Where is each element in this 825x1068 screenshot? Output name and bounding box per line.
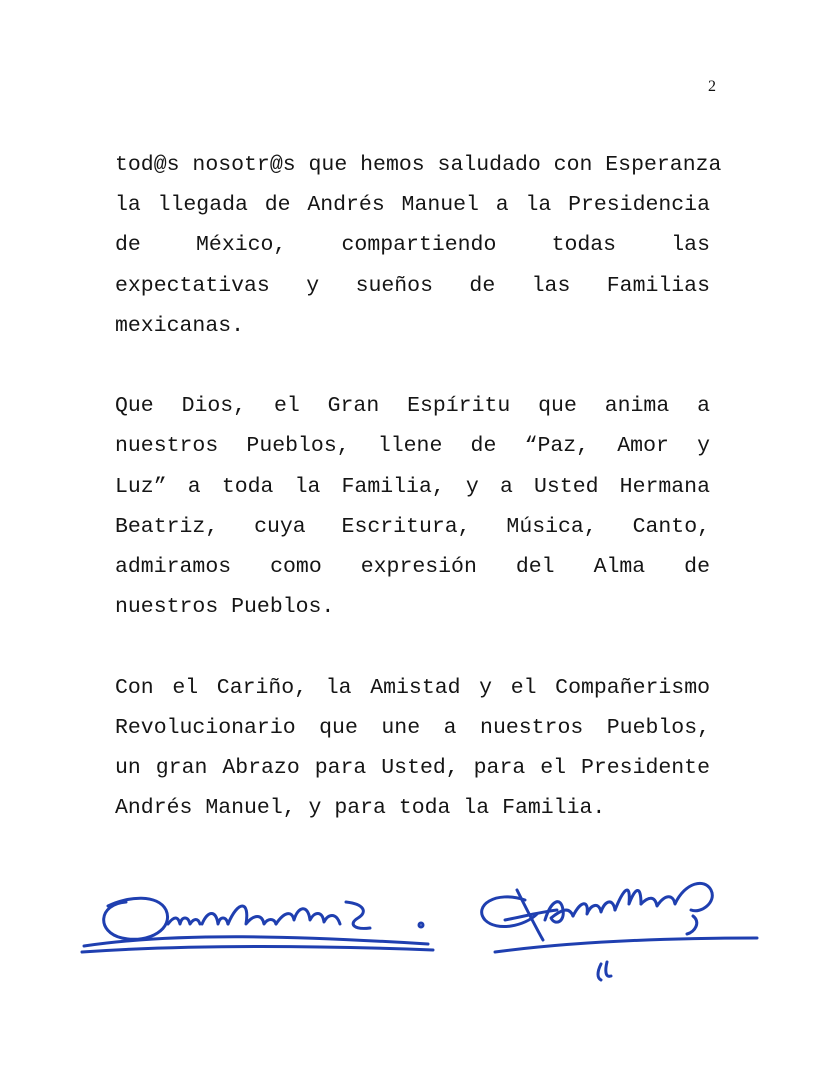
- text-line: nuestros Pueblos.: [115, 595, 335, 620]
- text-line: tod@s nosotr@s que hemos saludado con Esperanza: [115, 153, 722, 177]
- letter-body: [115, 145, 722, 869]
- text-line: Que Dios, el Gran Espíritu que anima a: [115, 394, 710, 419]
- signature-block: [0, 860, 825, 990]
- text-line: Con el Cariño, la Amistad y el Compañerismo: [115, 675, 710, 700]
- page-number: 2: [708, 78, 716, 95]
- text-line: Revolucionario que une a nuestros Pueblos,: [115, 715, 710, 740]
- text-line: admiramos como expresión del Alma de: [115, 555, 710, 580]
- text-line: de México, compartiendo todas las: [115, 233, 710, 258]
- text-line: Luz” a toda la Familia, y a Usted Hermana: [115, 474, 710, 499]
- text-line: un gran Abrazo para Usted, para el Presidente: [115, 756, 710, 781]
- text-line: expectativas y sueños de las Familias: [115, 273, 710, 298]
- text-line: nuestros Pueblos, llene de “Paz, Amor y: [115, 434, 710, 459]
- paragraph-1: [115, 145, 722, 346]
- signature-right-icon: [465, 860, 765, 990]
- text-line: Beatriz, cuya Escritura, Música, Canto,: [115, 514, 710, 539]
- text-line: mexicanas.: [115, 313, 245, 338]
- text-line: Andrés Manuel, y para toda la Familia.: [115, 796, 606, 821]
- paragraph-3: [115, 668, 710, 829]
- signature-left-icon: [78, 880, 438, 960]
- paragraph-2: [115, 386, 710, 627]
- text-line: la llegada de Andrés Manuel a la Presidencia: [115, 193, 710, 218]
